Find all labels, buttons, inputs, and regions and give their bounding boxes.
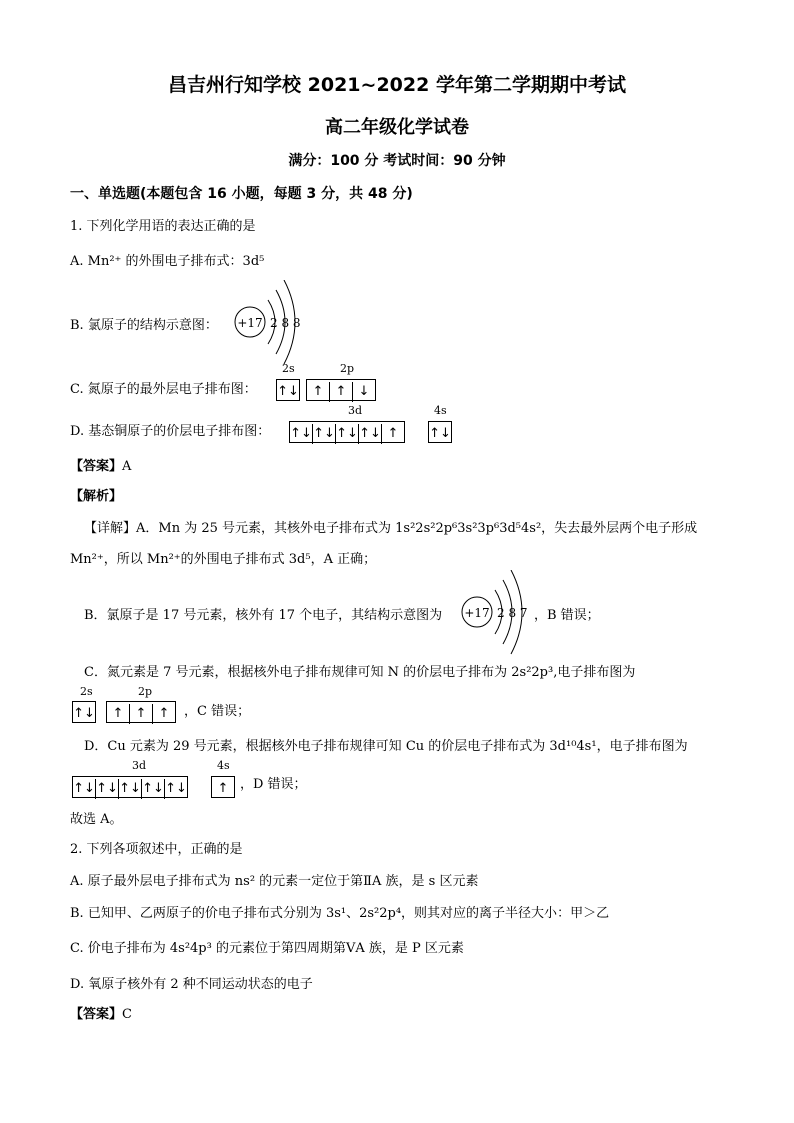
chlorine-atom-diagram-correct xyxy=(460,570,540,660)
orbital-cell: ↑↓ xyxy=(290,424,313,444)
detail-d-tail: ，D 错误； xyxy=(240,777,307,792)
orbital-label-3d: 3d xyxy=(132,759,147,772)
orbital-cell: ↑↓ xyxy=(73,706,95,721)
orbital-box-4s xyxy=(428,421,452,443)
orbital-box-2s xyxy=(72,701,96,723)
orbital-box-2p xyxy=(106,701,176,723)
orbital-cell: ↑↓ xyxy=(96,779,119,799)
shell-electrons: 2 8 7 xyxy=(497,606,528,620)
orbital-cell: ↑↓ xyxy=(165,781,187,796)
orbital-box-3d xyxy=(289,421,405,443)
orbital-label-4s: 4s xyxy=(217,759,230,772)
orbital-cell: ↑↓ xyxy=(119,779,142,799)
q2-option-a: A. 原子最外层电子排布式为 ns² 的元素一定位于第ⅡA 族，是 s 区元素 xyxy=(70,874,479,889)
orbital-cell: ↑ xyxy=(158,706,170,721)
orbital-label-3d: 3d xyxy=(348,404,363,417)
q2-option-b: B. 已知甲、乙两原子的价电子排布式分别为 3s¹、2s²2p⁴，则其对应的离子半径大小：甲＞乙 xyxy=(70,906,610,921)
orbital-cell: ↑↓ xyxy=(359,424,382,444)
detail-b-tail: ，B 错误； xyxy=(534,608,600,623)
analysis-tag: 【解析】 xyxy=(70,489,123,504)
exam-title: 昌吉州行知学校 2021~2022 学年第二学期期中考试 xyxy=(168,74,626,96)
orbital-cell: ↑↓ xyxy=(73,779,96,799)
orbital-label-2p: 2p xyxy=(138,685,153,698)
detail-a-line1: 【详解】A．Mn 为 25 号元素，其核外电子排布式为 1s²2s²2p⁶3s²3p⁶3d⁵4s²，失去最外层两个电子形成 xyxy=(84,521,698,536)
answer-tag: 【答案】A xyxy=(70,459,132,474)
orbital-label-2p: 2p xyxy=(340,362,355,375)
orbital-cell: ↑ xyxy=(130,704,153,724)
orbital-label-4s: 4s xyxy=(434,404,447,417)
q1-option-a: A. Mn²⁺ 的外围电子排布式：3d⁵ xyxy=(70,254,265,269)
orbital-cell: ↓ xyxy=(358,384,370,399)
detail-b-text: B．氯原子是 17 号元素，核外有 17 个电子，其结构示意图为 xyxy=(84,608,443,623)
q1-stem: 1. 下列化学用语的表达正确的是 xyxy=(70,219,256,234)
q2-option-c: C. 价电子排布为 4s²4p³ 的元素位于第四周期第ⅤA 族，是 P 区元素 xyxy=(70,941,464,956)
detail-a-line2: Mn²⁺，所以 Mn²⁺的外围电子排布式 3d⁵，A 正确； xyxy=(70,552,377,567)
orbital-cell: ↑ xyxy=(217,781,229,796)
exam-subtitle: 高二年级化学试卷 xyxy=(325,117,469,138)
orbital-box-3d xyxy=(72,776,188,798)
shell-electrons: 2 8 8 xyxy=(270,316,301,330)
nucleus-label: +17 xyxy=(237,316,263,330)
orbital-box-2p xyxy=(306,379,376,401)
detail-c-tail: ，C 错误； xyxy=(184,704,251,719)
q2-option-d: D. 氧原子核外有 2 种不同运动状态的电子 xyxy=(70,977,313,992)
orbital-label-2s: 2s xyxy=(282,362,295,375)
conclusion: 故选 A。 xyxy=(70,812,123,827)
orbital-cell: ↑ xyxy=(107,704,130,724)
orbital-box-2s xyxy=(276,379,300,401)
orbital-cell: ↑ xyxy=(330,382,353,402)
orbital-cell: ↑↓ xyxy=(277,384,299,399)
detail-c-text: C．氮元素是 7 号元素，根据核外电子排布规律可知 N 的价层电子排布为 2s²2p³,电子排布图为 xyxy=(84,665,636,680)
answer-value: C xyxy=(122,1007,132,1022)
section-heading: 一、单选题(本题包含 16 小题，每题 3 分，共 48 分) xyxy=(70,186,413,202)
q1-option-c-label: C. 氮原子的最外层电子排布图： xyxy=(70,382,257,397)
orbital-cell: ↑ xyxy=(307,382,330,402)
q2-stem: 2. 下列各项叙述中，正确的是 xyxy=(70,842,243,857)
orbital-cell: ↑↓ xyxy=(313,424,336,444)
answer-value: A xyxy=(122,459,132,474)
orbital-cell: ↑ xyxy=(387,426,399,441)
chlorine-atom-diagram xyxy=(228,280,308,370)
orbital-cell: ↑↓ xyxy=(142,779,165,799)
nucleus-label: +17 xyxy=(464,606,490,620)
q1-option-d-label: D. 基态铜原子的价层电子排布图： xyxy=(70,424,271,439)
answer-tag: 【答案】C xyxy=(70,1007,132,1022)
orbital-cell: ↑↓ xyxy=(429,426,451,441)
orbital-box-4s xyxy=(211,776,235,798)
q1-option-b-label: B. 氯原子的结构示意图： xyxy=(70,318,218,333)
detail-d-text: D．Cu 元素为 29 号元素，根据核外电子排布规律可知 Cu 的价层电子排布式为 3d¹⁰4s¹，电子排布图为 xyxy=(84,739,688,754)
orbital-cell: ↑↓ xyxy=(336,424,359,444)
orbital-label-2s: 2s xyxy=(80,685,93,698)
exam-meta: 满分：100 分 考试时间：90 分钟 xyxy=(288,153,506,169)
